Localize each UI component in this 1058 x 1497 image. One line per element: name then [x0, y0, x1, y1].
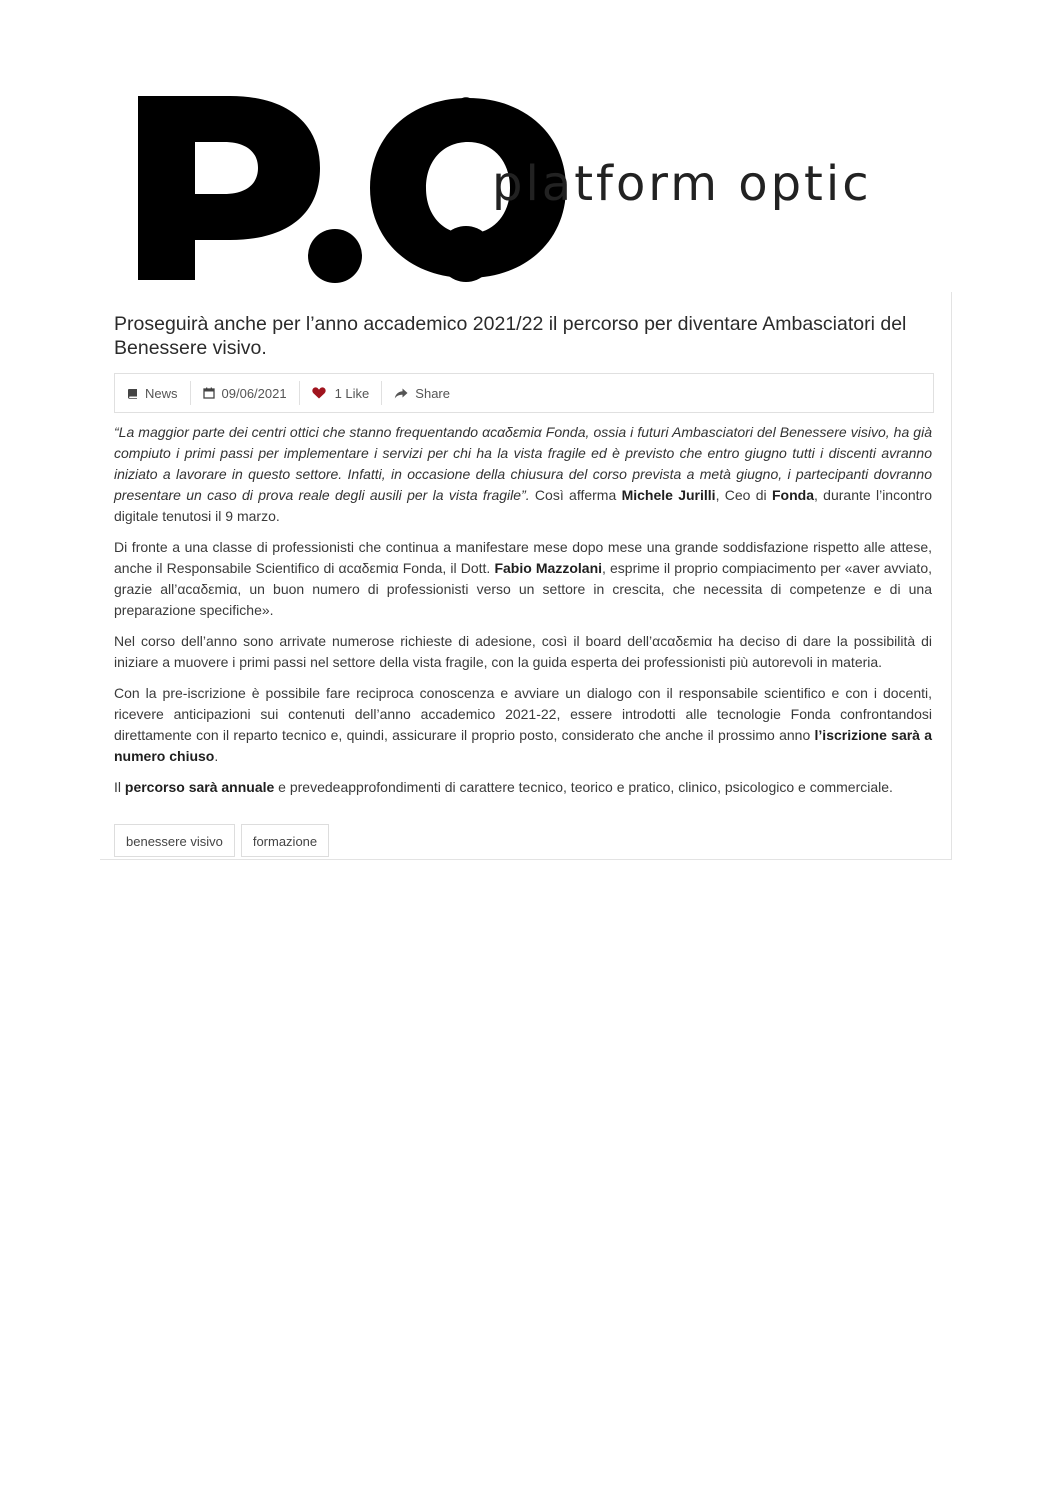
heart-icon	[312, 387, 326, 399]
tag-list	[114, 824, 329, 857]
paragraph-text: , durante l’incontro digitale tenutosi il 9 marzo.	[114, 487, 933, 524]
share-button[interactable]	[382, 381, 462, 405]
paragraph-text: Il	[114, 779, 125, 795]
meta-category-label: News	[145, 385, 178, 401]
paragraph-5	[114, 777, 932, 798]
paragraph-text: .	[214, 748, 219, 764]
emphasis-text: l’iscrizione sarà a numero chiuso	[114, 727, 933, 764]
paragraph-text: e prevedeapprofondimenti di carattere tecnico, teorico e pratico, clinico, psicologico e commerciale.	[274, 779, 893, 795]
share-arrow-icon	[394, 388, 408, 399]
book-icon	[127, 388, 138, 399]
calendar-icon	[203, 387, 215, 399]
tag-benessere-visivo[interactable]: benessere visivo	[114, 824, 235, 857]
meta-category[interactable]	[115, 381, 191, 405]
paragraph-2	[114, 537, 932, 621]
share-label: Share	[415, 385, 450, 401]
person-name: Michele Jurilli	[621, 487, 716, 503]
person-name: Fabio Mazzolani	[494, 560, 603, 576]
svg-text:platform optic: platform optic	[492, 156, 872, 212]
article-body	[114, 422, 932, 808]
article-title: Proseguirà anche per l’anno accademico 2021/22 il percorso per diventare Ambasciatori del Benessere visivo.	[114, 313, 907, 359]
paragraph-text: Così afferma	[529, 487, 622, 503]
article-card	[102, 292, 952, 860]
like-count: 1 Like	[334, 385, 370, 401]
paragraph-1	[114, 422, 932, 527]
paragraph-text: , esprime il proprio compiacimento per «aver avviato, grazie all’αcαδεmiα, un buon numero di professionisti verso un settore in crescita, che necessita di competenze e di una preparazione specifiche».	[114, 560, 932, 618]
svg-text:R: R	[462, 101, 470, 114]
meta-date-label: 09/06/2021	[221, 385, 287, 401]
paragraph-text: , Ceo di	[715, 487, 772, 503]
paragraph-text: Di fronte a una classe di professionisti che continua a manifestare mese dopo mese una grande soddisfazione rispetto alle attese, anche il Responsabile Scientifico di αcαδεmiα Fonda, il Dott.	[114, 539, 932, 576]
paragraph-4	[114, 683, 932, 767]
article-meta-bar	[114, 373, 934, 413]
paragraph-3	[114, 631, 932, 673]
platform-optic-logo	[120, 82, 920, 292]
tag-formazione[interactable]: formazione	[241, 824, 329, 857]
like-button[interactable]	[300, 381, 383, 405]
company-name: Fonda	[771, 487, 814, 503]
paragraph-text: Nel corso dell’anno sono arrivate numerose richieste di adesione, così il board dell’αcαδεmiα ha deciso di dare la possibilità di iniziare a muovere i primi passi nel settore della vista fragile, con la guida esperta dei professionisti più autorevoli in materia.	[114, 633, 932, 670]
meta-date	[191, 381, 300, 405]
paragraph-text: Con la pre-iscrizione è possibile fare reciproca conoscenza e avviare un dialogo con il responsabile scientifico e con i docenti, ricevere anticipazioni sui contenuti dell’anno accademico 2021-22, essere introdotti alle tecnologie Fonda confrontandosi direttamente con il reparto tecnico e, quindi, assicurare il proprio posto, considerato che anche il prossimo anno	[114, 685, 932, 743]
emphasis-text: percorso sarà annuale	[124, 779, 275, 795]
quote-text: “La maggior parte dei centri ottici che stanno frequentando αcαδεmiα Fonda, ossia i futuri Ambasciatori del Benessere visivo, ha già compiuto i primi passi per implementare i servizi per chi ha la vista fragile ed è previsto che entro giugno tutti i discenti avranno iniziato a lavorare in questo settore. Infatti, in occasione della chiusura del corso prevista a metà giugno, i partecipanti dovranno presentare un caso di prova reale degli ausili per la vista fragile”.	[114, 424, 932, 503]
